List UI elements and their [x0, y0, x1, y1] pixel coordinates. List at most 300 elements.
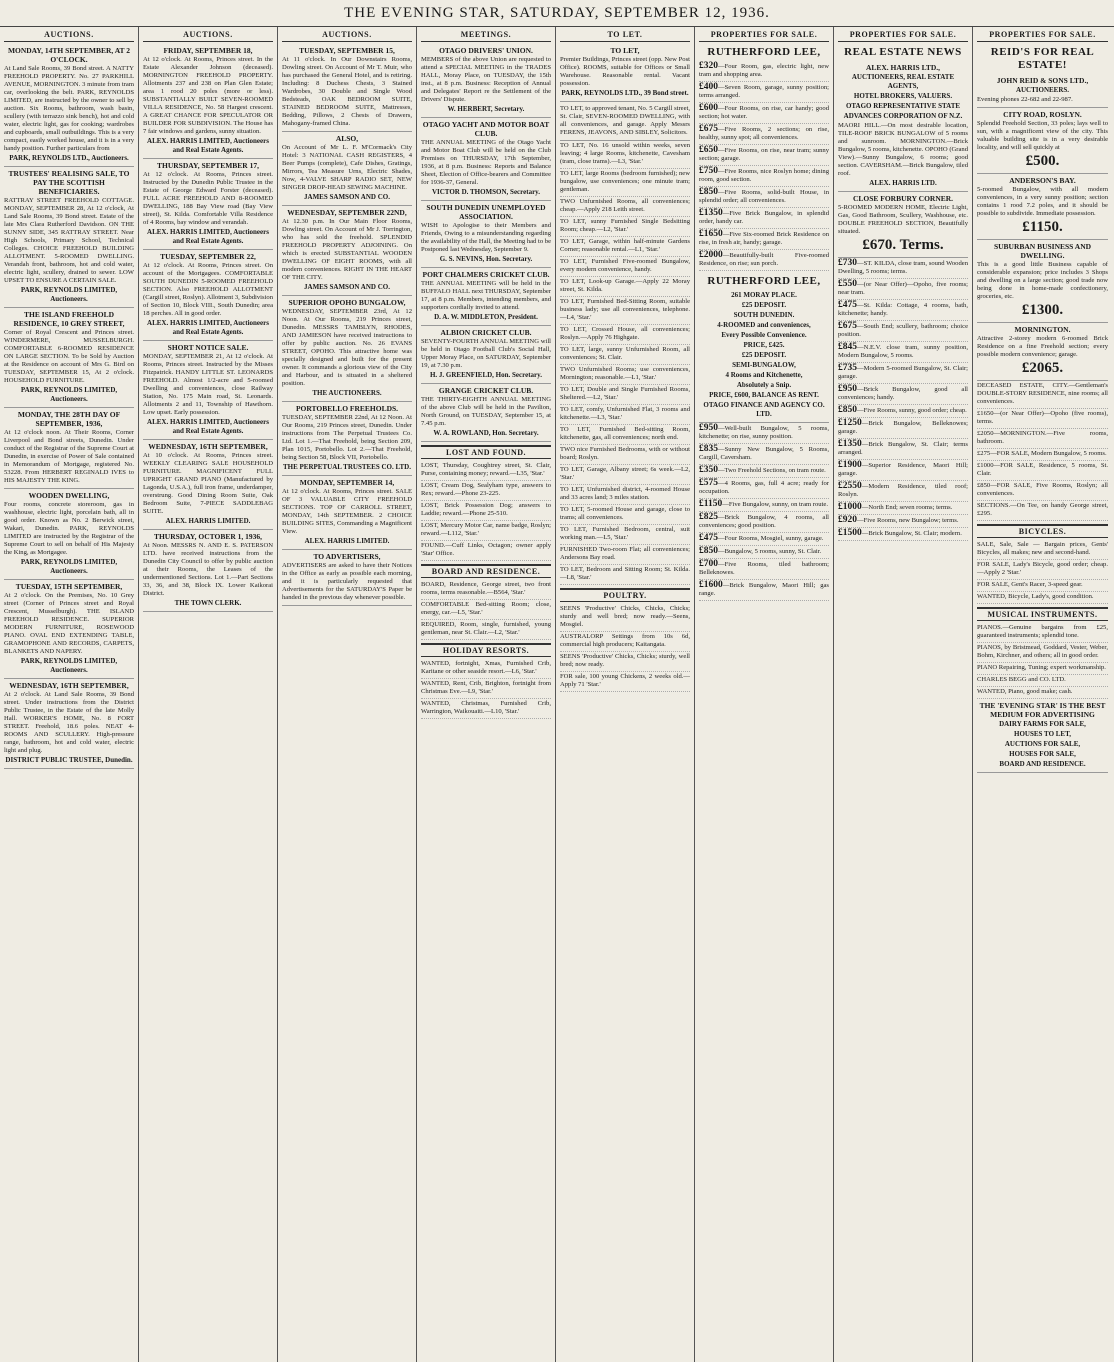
section-heading: BICYCLES.	[977, 524, 1108, 538]
ad-body: At 12 o'clock. At Rooms, Princes street. On account of the Mortgagees. COMFORTABLE SOUTH DUNEDIN 5-ROOMED FREEHOLD SECTION. Also FREEHOLD ALLOTMENT (Cargill street, Roslyn). Allotment 3, Subdivision of Section 10, Block VIII., South Dunedin; area 18 perches. All in good order.	[143, 262, 273, 317]
classified-section	[421, 643, 551, 719]
listing-price: £1150	[699, 499, 723, 509]
listing-text: —(or Near Offer)—Opoho, five rooms; near tram.	[838, 281, 968, 296]
advertisement	[4, 489, 134, 580]
ad-body: At 12.30 p.m. In Our Main Floor Rooms, Dowling street. On Account of Mr J. Torrington, who has sold the freehold. SPLENDID FREEHOLD PROPERTY ADJOINING. On which is erected SUBSTANTIAL WOODEN DWELLING OF EIGHT ROOMS, with all modern conveniences. RIGHT IN THE HEART OF THE CITY.	[282, 218, 412, 281]
listing-price: £730	[838, 258, 857, 268]
column-2	[139, 27, 278, 1362]
classified-item: TO LET, Furnished Bed-Sitting Room, suitable business lady; use all conveniences, telephone.—L4, 'Star.'	[560, 297, 690, 325]
classified-section	[560, 588, 690, 692]
classified-item: SEENS 'Productive' Chicks, Chicks, Chicks; sturdy and well bred; now ready.—Seens, Mosgiel.	[560, 604, 690, 632]
section-heading: MUSICAL INSTRUMENTS.	[977, 607, 1108, 621]
listing-price: £475	[838, 300, 857, 310]
advertisement	[282, 44, 412, 132]
classified-item: TO LET, Furnished Bed-sitting Room, kitchenette, gas, all conveniences; north end.	[560, 425, 690, 445]
property-listing	[699, 546, 829, 559]
ad-footer: PARK, REYNOLDS LIMITED, Auctioneers.	[20, 657, 118, 674]
agent-line: HOTEL BROKERS, VALUERS.	[853, 92, 953, 100]
listing-price: £1250	[838, 418, 862, 428]
classified-item: TO LET, large Rooms (bedroom furnished); new bungalow, use conveniences; one minute tram; gentleman.	[560, 169, 690, 197]
classified-item: TO LET, Bedroom and Sitting Room; St. Kilda.—L8, 'Star.'	[560, 565, 690, 585]
listing-text: —Superior Residence, Maori Hill; garage.	[838, 462, 968, 477]
ad-title: THE ISLAND FREEHOLD RESIDENCE, 10 GREY STREET,	[13, 310, 125, 328]
classified-item: SEENS 'Productive' Chicks, Chicks; sturdy, well bred; now ready.	[560, 652, 690, 672]
ad-footer: VICTOR D. THOMSON, Secretary.	[431, 188, 541, 196]
listing-price: £1650	[699, 229, 723, 239]
notice-title: THE 'EVENING STAR' IS THE BEST MEDIUM FOR ADVERTISING	[979, 701, 1106, 719]
ad-body: MEMBERS of the above Union are requested to attend a SPECIAL MEETING in the TRADES HALL, Moray Place, on TUESDAY, the 15th inst., at 8 p.m. Business: Reception of Annual and Delegates' Report re the Settlement of the Drivers' Dispute.	[421, 56, 551, 103]
ad-title: WEDNESDAY, 16TH SEPTEMBER,	[9, 681, 129, 690]
listing-text: —Four Rooms, Mosgiel, sunny, garage.	[718, 535, 824, 542]
notice-line: AUCTIONS FOR SALE,	[1004, 740, 1081, 748]
classified-item: FOR sale, 100 young Chickens, 2 weeks old.—Apply 71 'Star.'	[560, 672, 690, 692]
listing-price: £320	[699, 61, 718, 71]
classified-item: REQUIRED, Room, single, furnished, young gentleman, near St. Clair.—L2, 'Star.'	[421, 620, 551, 640]
listing-text: —Four Room, gas, electric light, new tram and shopping area.	[699, 63, 829, 78]
classified-item: PIANO Repairing, Tuning; expert workmanship.	[977, 663, 1108, 675]
advertisement	[143, 440, 273, 530]
classified-item: TO LET, large, sunny Unfurnished Room, all conveniences; St. Clair.	[560, 345, 690, 365]
classified-item: COMFORTABLE Bed-sitting Room; close, energy, car.—L5, 'Star.'	[421, 600, 551, 620]
ad-body: At Land Sale Rooms, 39 Bond street. A NATTY FREEHOLD PROPERTY. No. 27 PARKHILL AVENUE, MORNINGTON. 3 minute from tram car, overlooking the belt. PARK, REYNOLDS LIMITED, are instructed by the owner to sell by auction. Six Rooms, bathroom, wash basin, scullery (with terrazzo sink bench), hot and cold water, electric light, gas for cooking; wardrobes and cupboards, small outbuildings. This is a very compact, easily worked house, and it is in a very handy position. Further particulars from	[4, 65, 134, 152]
advertisement	[282, 132, 412, 206]
classified-item: FOUND.—Cuff Links, Octagon; owner apply 'Star' Office.	[421, 541, 551, 561]
ad-footer: H. J. GREENFIELD, Hon. Secretary.	[429, 371, 543, 379]
ad-footer: PARK, REYNOLDS LTD., 39 Bond street.	[561, 89, 689, 97]
classified-section	[977, 524, 1108, 604]
column-5	[556, 27, 695, 1362]
property-listing	[838, 439, 968, 460]
ad-footer: THE PERPETUAL TRUSTEES CO. LTD.	[283, 463, 411, 471]
ad-body: On Account of Mr L. F. M'Cormack's City Hotel: 3 NATIONAL CASH REGISTERS, 4 Beer Pumps (complete), Cafe Dishes, Gratings, Mirrors, Tea Measure Urns, Electric Shades, Now, 4-VALVE SHARP RADIO SET, NEW SINGER DROP-HEAD SEWING MACHINE.	[282, 144, 412, 191]
offer-line: 4-ROOMED and conveniences,	[717, 321, 811, 329]
classified-item: WANTED, Bicycle, Lady's, good condition.	[977, 592, 1108, 604]
agent-phones: Evening phones 22-682 and 22-987.	[977, 96, 1073, 103]
agent-banner: REAL ESTATE NEWS	[844, 46, 962, 58]
ad-title: CLOSE FORBURY CORNER.	[852, 194, 954, 203]
advertisement	[4, 580, 134, 679]
column-8	[973, 27, 1112, 1362]
classified-item: LOST, Mercury Motor Car, name badge, Roslyn; reward.—L112, 'Star.'	[421, 521, 551, 541]
ad-footer: ALEX. HARRIS LIMITED.	[165, 517, 251, 525]
property-listing	[838, 384, 968, 405]
ad-footer: DISTRICT PUBLIC TRUSTEE, Dunedin.	[5, 756, 133, 764]
listing-price: £750	[699, 166, 718, 176]
ad-title: MORNINGTON.	[1014, 325, 1071, 334]
classified-item: £275—FOR SALE, Modern Bungalow, 5 rooms.	[977, 449, 1108, 461]
classified-section	[977, 607, 1108, 699]
ad-title: SOUTH DUNEDIN UNEMPLOYED ASSOCIATION.	[426, 203, 546, 221]
property-listing	[699, 499, 829, 512]
listing-text: —Bungalow, 5 rooms, sunny, St. Clair.	[718, 548, 822, 555]
ad-footer: JAMES SAMSON AND CO.	[304, 283, 390, 291]
advertisement	[143, 250, 273, 341]
classified-item: TO LET, No. 16 unsold within weeks, seven leaving; 4 large Rooms, kitchenette, Cavesham (tram, close trams).—L3, 'Star.'	[560, 141, 690, 169]
classified-item: TO LET, Crossed House, all conveniences; Roslyn.—Apply 76 Highgate.	[560, 325, 690, 345]
ad-title: TUESDAY, 15TH SEPTEMBER,	[15, 582, 123, 591]
ad-title: THURSDAY, OCTOBER 1, 1936,	[153, 532, 263, 541]
ad-price: £670. Terms.	[862, 237, 944, 253]
listing-text: —Modern Residence, tiled roof; Roslyn.	[838, 483, 968, 498]
column-6	[695, 27, 834, 1362]
classified-item: BOARD, Residence, George street, two front rooms, terms reasonable.—B564, 'Star.'	[421, 580, 551, 600]
ad-footer: W. HERBERT, Secretary.	[447, 105, 525, 113]
offer-line: PRICE, £425.	[743, 341, 785, 349]
offer-line: £25 DEPOSIT.	[741, 351, 787, 359]
listing-price: £475	[699, 533, 718, 543]
advertisement	[4, 167, 134, 308]
ad-footer: PARK, REYNOLDS LTD., Auctioneers.	[9, 154, 129, 162]
ad-footer: THE AUCTIONEERS.	[312, 389, 382, 397]
ad-body: SEVENTY-FOURTH ANNUAL MEETING will be held in Otago Football Club's Social Hall, Upper Moray Place, on SATURDAY, September 19, at 7.30 p.m.	[421, 338, 551, 369]
listing-price: £575	[699, 478, 718, 488]
ad-body: Four rooms, concrete storeroom, gas in washhouse, electric light, porcelain bath, all in good order. Known as No. 2 Berwick street, Wakari, Dunedin. PARK, REYNOLDS LIMITED are instructed by the Registrar of the Supreme Court to sell on behalf of His Majesty the King, as Mortgagee.	[4, 501, 134, 556]
ad-body: At Noon. MESSRS N. AND E. S. PATERSON LTD. have received instructions from the Dunedin City Council to offer by public auction at their Rooms, the Leases of the undermentioned Sections. Lot 1.—Part Sections 33, 36, and 38, Block IX. Lower Kaikorai District.	[143, 542, 273, 597]
listing-price: £1500	[838, 528, 862, 538]
offer-line: SOUTH DUNEDIN.	[733, 311, 795, 319]
listing-text: —4 Rooms, gas, full 4 acre; ready for occupation.	[699, 480, 829, 495]
agent-line: OTAGO REPRESENTATIVE STATE	[845, 102, 961, 110]
property-listing	[838, 321, 968, 342]
listing-price: £650	[699, 145, 718, 155]
classified-item: DECEASED ESTATE, CITY.—Gentleman's DOUBLE-STORY RESIDENCE, nine rooms; all conveniences.	[977, 381, 1108, 409]
advertisement	[560, 102, 690, 141]
ad-title: ALSO,	[335, 134, 359, 143]
ad-title: CITY ROAD, ROSLYN.	[1003, 110, 1082, 119]
classified-item: CHARLES BEGG and CO. LTD.	[977, 675, 1108, 687]
listing-text: —N.E.V. close tram, sunny position, Modern Bungalow, 5 rooms.	[838, 344, 968, 359]
ad-footer: PARK, REYNOLDS LIMITED, Auctioneers.	[20, 386, 118, 403]
classified-item: WANTED, Rent, Crib, Brighton, fortnight from Christmas Eve.—L9, 'Star.'	[421, 679, 551, 699]
ad-body: WEDNESDAY, SEPTEMBER 23rd, At 12 Noon. At Our Rooms, 219 Princes street, Dunedin. MESSRS TAMBLYN, RHODES, AND JAMIESON have received instructions to offer by public auction. No. 26 EVANS STREET, OPOHO. This attractive home was specially designed and built for the present owner. It commands a glorious view of the City and Harbour, and is situated in a sheltered position.	[282, 308, 412, 387]
listing-text: —Brick Bungalow, good all conveniences; handy.	[838, 386, 968, 401]
property-listing	[699, 103, 829, 124]
listing-price: £1000	[838, 502, 862, 512]
classified-item: £2050—MORNINGTON.—Five rooms, bathroom.	[977, 429, 1108, 449]
agent-block	[838, 61, 968, 192]
agent-line: ADVANCES CORPORATION OF N.Z.	[843, 112, 963, 120]
listing-text: —Brick Bungalow, 4 rooms, all conveniences; good position.	[699, 514, 829, 529]
advertisement	[560, 44, 690, 102]
section-heading: POULTRY.	[560, 588, 690, 602]
ad-footer: JAMES SAMSON AND CO.	[304, 193, 390, 201]
ad-body: TO LET, to approved tenant, No. 5 Cargill street, St. Clair, SEVEN-ROOMED DWELLING, with all conveniences, and garage. Apply Messrs FERENS, JEAVONS, AND SIBLEY, Solicitors.	[560, 105, 690, 136]
column-heading: PROPERTIES FOR SALE.	[838, 29, 968, 42]
advertisement	[143, 341, 273, 440]
advertisement	[282, 550, 412, 606]
agent-banner: RUTHERFORD LEE,	[707, 46, 821, 58]
listing-text: —Five Rooms, on rise, near tram; sunny section; garage.	[699, 147, 829, 162]
listing-price: £850	[699, 187, 718, 197]
column-heading: AUCTIONS.	[282, 29, 412, 42]
ad-footer: ALEX. HARRIS LIMITED.	[304, 537, 390, 545]
ad-body: THE ANNUAL MEETING will be held in the BUFFALO HALL next THURSDAY, September 17, at 8 p.m. Members, intending members, and supporters cordially invited to attend.	[421, 280, 551, 311]
property-listing	[699, 145, 829, 166]
ad-title: WOODEN DWELLING,	[28, 491, 110, 500]
listing-text: —Five Rooms, 2 sections; on rise, healthy, sunny spot; all conveniences.	[699, 126, 829, 141]
classified-item: LOST, Cream Dog, Sealyham type, answers to Rex; reward.—Phone 23-225.	[421, 481, 551, 501]
ad-footer: PARK, REYNOLDS LIMITED, Auctioneers.	[20, 558, 118, 575]
ad-title: SHORT NOTICE SALE.	[167, 343, 249, 352]
classified-item: TO LET, 5-roomed House and garage, close to trams; all conveniences.	[560, 505, 690, 525]
property-listing	[699, 478, 829, 499]
ad-title: WEDNESDAY, 16TH SEPTEMBER,	[148, 442, 268, 451]
classified-item: TWO Unfurnished Rooms; use conveniences, Mornington; reasonable.—L1, 'Star.'	[560, 365, 690, 385]
listing-text: —Brick Bungalow, St. Clair; modern.	[861, 530, 962, 537]
listing-text: —Five Bungalow, sunny, on tram route.	[722, 501, 828, 508]
agent-footer: ALEX. HARRIS LTD.	[869, 179, 937, 187]
classified-section	[421, 564, 551, 640]
advertisement	[282, 296, 412, 402]
ad-title: PORTOBELLO FREEHOLDS.	[295, 404, 399, 413]
advertisement	[143, 44, 273, 159]
property-listing	[699, 533, 829, 546]
column-heading: PROPERTIES FOR SALE.	[977, 29, 1108, 42]
advertisement	[282, 402, 412, 476]
ad-body: At 10 o'clock. At Rooms, Princes street. WEEKLY CLEARING SALE HOUSEHOLD FURNITURE. MAGNIFICENT FULL UPRIGHT GRAND PIANO (Manufactured by Lagonda, U.S.A.), full iron frame, underdamper, overstrung. Good Dining Room Suite, Oak Bedroom Suite, 7-PIECE SADDLEBAG SUITE.	[143, 452, 273, 515]
ad-title: MONDAY, SEPTEMBER 14,	[299, 478, 395, 487]
ad-body: Premier Buildings, Princes street (opp. New Post Office). ROOMS, suitable for Offices or Small Warehouse. Reasonable rental. Vacant possession.	[560, 56, 690, 87]
advertisement	[977, 323, 1108, 381]
classified-item: TWO Unfurnished Rooms, all conveniences; cheap.—Apply 218 Leith street.	[560, 197, 690, 217]
listing-price: £550	[838, 279, 857, 289]
column-heading: PROPERTIES FOR SALE.	[699, 29, 829, 42]
offer-line: 4 Rooms and Kitchenette,	[725, 371, 803, 379]
ad-body: At 11 o'clock. In Our Downstairs Rooms, Dowling street. On Account of Mr T. Muir, who has purchased the General Hotel, and is retiring. Including: 8 Duchess Chests, 3 Stained Wardrobes, 30 Double and Single Wood Bedsteads, OAK BEDROOM SUITE, STAINED BEDROOM SUITE, Mattresses, Bedding, Pillows, 2 Chests of Drawers, Mahogany-framed China.	[282, 56, 412, 127]
property-listing	[838, 258, 968, 279]
classified-item: FOR SALE, Gent's Racer, 3-speed gear.	[977, 580, 1108, 592]
listing-price: £675	[699, 124, 718, 134]
offer-line: Absolutely a Snip.	[736, 381, 792, 389]
classified-item: WANTED, Piano, good make; cash.	[977, 687, 1108, 699]
classified-item: £850—FOR SALE, Five Rooms, Roslyn; all conveniences.	[977, 481, 1108, 501]
column-3	[278, 27, 417, 1362]
notice-line: HOUSES FOR SALE,	[1009, 750, 1076, 758]
listing-price: £950	[838, 384, 857, 394]
listing-text: —Four Rooms, on rise, car handy; good section; hot water.	[699, 105, 829, 120]
property-listing	[699, 124, 829, 145]
agent-offer-block	[699, 271, 829, 423]
column-heading: MEETINGS.	[421, 29, 551, 42]
ad-body: At 2 o'clock. On the Premises, No. 10 Grey street (Corner of Princes street and Royal Crescent, Musselburgh). THE ISLAND FREEHOLD RESIDENCE. SUPERIOR MODERN FURNITURE, ROSEWOOD PIANO. OVAL END EXTENDING TABLE, GRAMOPHONE AND RECORDS, CARPETS, BLANKETS AND NAPERY.	[4, 592, 134, 655]
classified-item: TO LET, Look-up Garage.—Apply 22 Moray street, St. Kilda.	[560, 277, 690, 297]
ad-body: At 12 o'clock noon. At Their Rooms, Corner Liverpool and Bond streets, Dunedin. Under conduct of the Registrar of the Supreme Court at Dunedin, in exercise of Power of Sale contained in Memorandum of Mortgage, registered No. 53228. From HERBERT REGINALD IVES to HIS MAJESTY THE KING.	[4, 429, 134, 484]
advertisement	[977, 108, 1108, 174]
column-1	[0, 27, 139, 1362]
property-listing	[699, 444, 829, 465]
property-listing	[699, 166, 829, 187]
top-banner: REID'S FOR REAL ESTATE!	[990, 46, 1095, 71]
ad-title: PORT CHALMERS CRICKET CLUB.	[422, 270, 550, 279]
notice-line: BOARD AND RESIDENCE.	[999, 760, 1086, 768]
property-listing	[699, 187, 829, 208]
agent-line: AUCTIONEERS, REAL ESTATE AGENTS,	[851, 73, 955, 90]
ad-body: 5-roomed Bungalow, with all modern conveniences, in a very sunny position; section contains 1 rood 7.2 poles, and it should be possible to subdivide. Immediate possession.	[977, 186, 1108, 217]
listing-price: £1600	[699, 580, 723, 590]
classified-item: TO LET, sunny Furnished Single Bedsitting Room; cheap.—L2, 'Star.'	[560, 217, 690, 237]
ad-title: ALBION CRICKET CLUB.	[440, 328, 532, 337]
property-listing	[699, 423, 829, 444]
agent-footer: OTAGO FINANCE AND AGENCY CO. LTD.	[703, 401, 825, 418]
property-listing	[838, 418, 968, 439]
ad-title: MONDAY, 14TH SEPTEMBER, AT 2 O'CLOCK.	[7, 46, 131, 64]
ad-footer: ALEX. HARRIS LIMITED, Auctioneers and Real Estate Agents.	[147, 319, 269, 336]
agent-name: JOHN REID & SONS LTD.,	[996, 76, 1089, 85]
classified-item: TO LET, Unfurnished district, 4-roomed House and 33 acres land; 3 miles station.	[560, 485, 690, 505]
ad-title: SUPERIOR OPOHO BUNGALOW,	[288, 298, 406, 307]
listing-text: —North End; seven rooms; terms.	[861, 504, 953, 511]
advertisement	[4, 408, 134, 489]
listing-text: —Beautifully-built Five-roomed Residence, on rise; sun porch.	[699, 252, 829, 267]
section-heading: HOLIDAY RESORTS.	[421, 643, 551, 657]
ad-footer: PARK, REYNOLDS LIMITED, Auctioneers.	[20, 286, 118, 303]
ad-body: THE THIRTY-EIGHTH ANNUAL MEETING of the above Club will be held in the Pavilion, North Ground, on TUESDAY, September 15, at 7.45 p.m.	[421, 396, 551, 427]
ad-price: £500.	[1025, 153, 1060, 169]
ad-title: FRIDAY, SEPTEMBER 18,	[163, 46, 253, 55]
listing-text: —South End; scullery, bathroom; choice position.	[838, 323, 968, 338]
advertisement	[4, 44, 134, 167]
ad-body: THE ANNUAL MEETING of the Otago Yacht and Motor Boat Club will be held on the Club Premises on THURSDAY, 17th September, 1936, at 8 p.m. Business: Reports and Balance Sheet, Election of Office-bearers and Committee for 1936-37, General.	[421, 139, 551, 186]
advertisement	[421, 384, 551, 442]
ad-footer: ALEX. HARRIS LIMITED, Auctioneers and Real Estate Agents.	[147, 228, 269, 245]
ad-body: At 12 o'clock. At Rooms, Princes street. In the Estate Alexander Johnson (deceased). MORNINGTON FREEHOLD PROPERTY. Allotments 237 and 238 on Plan Glen Estate; area 1 rood 20 poles (more or less). SUBSTANTIALLY BUILT SEVEN-ROOMED VILLA RESIDENCE, No. 58 Hargest crescent. A GREAT CHANCE FOR SPECULATOR OR BUILDER FOR SUBDIVISION. The House has 7 fair windows and gardens, sunny situation.	[143, 56, 273, 135]
listing-price: £1350	[699, 208, 723, 218]
section-heading: BOARD AND RESIDENCE.	[421, 564, 551, 578]
advertisement	[282, 206, 412, 296]
property-listing	[838, 502, 968, 515]
ad-body: Attractive 2-storey modern 6-roomed Brick Residence on a fine Freehold section; every possible modern convenience; garage.	[977, 335, 1108, 358]
property-listing	[699, 465, 829, 478]
classified-item: FOR SALE, Lady's Bicycle, good order; cheap.—Apply 2 'Star.'	[977, 560, 1108, 580]
classified-item: LOST, Brick Possession Dog; answers to Laddie; reward.—Phone 25-510.	[421, 501, 551, 521]
property-listing	[699, 82, 829, 103]
ad-price: £1150.	[1022, 219, 1063, 235]
listing-text: —Sunny New Bungalow, 5 Rooms, Cargill, Caversham.	[699, 446, 829, 461]
classified-item: AUSTRALORP Settings from 10s 6d, commercial high producers; Kaitangata.	[560, 632, 690, 652]
ad-body: Splendid Freehold Section, 33 poles; lays well to sun, with a magnificent view of the city. This valuable building site is in a very desirable locality, and will sell quickly at	[977, 120, 1108, 151]
column-heading: TO LET.	[560, 29, 690, 42]
advertisement	[421, 268, 551, 326]
ad-body: 5-ROOMED MODERN HOME, Electric Light, Gas, Good Bathroom, Scullery, Washhouse, etc. DOUBLE FREEHOLD SECTION, Beautifully situated.	[838, 204, 968, 235]
ad-footer: D. A. W. MIDDLETON, President.	[434, 313, 538, 321]
ad-footer: ALEX. HARRIS LIMITED, Auctioneers and Real Estate Agents.	[147, 418, 269, 435]
listing-price: £2000	[699, 250, 723, 260]
property-listing	[699, 580, 829, 601]
advertisement	[143, 530, 273, 612]
ad-title: TO LET,	[610, 46, 640, 55]
listing-price: £2550	[838, 481, 862, 491]
property-listing	[838, 279, 968, 300]
classified-item: PIANOS, by Bristmead, Goddard, Vester, Weber, Bohm, Kirchner, and others; all in good order.	[977, 643, 1108, 663]
classified-item: TO LET, Furnished Bedroom, central, suit working man.—L5, 'Star.'	[560, 525, 690, 545]
property-listing	[838, 342, 968, 363]
classified-item: TWO nice Furnished Bedrooms, with or without board; Roslyn.	[560, 445, 690, 465]
listing-text: —Brick Bungalow, St. Clair; terms arranged.	[838, 441, 968, 456]
classified-item: £1000—FOR SALE, Residence, 5 rooms, St. Clair.	[977, 461, 1108, 481]
property-listing	[699, 229, 829, 250]
masthead: THE EVENING STAR, SATURDAY, SEPTEMBER 12, 1936.	[0, 0, 1114, 27]
listing-text: —Brick Bungalow, Belleknowes; garage.	[838, 420, 968, 435]
ad-body: This is a good little Business capable of considerable expansion; price includes 3 Shops and dwelling on a large section; good trade now being done in home-made confectionery, groceries, etc.	[977, 261, 1108, 300]
ad-footer: W. A. ROWLAND, Hon. Secretary.	[433, 429, 539, 437]
ad-footer: G. S. NEVINS, Hon. Secretary.	[439, 255, 533, 263]
property-listing	[838, 460, 968, 481]
property-listing	[838, 300, 968, 321]
advertisement	[977, 174, 1108, 240]
ad-title: GRANGE CRICKET CLUB.	[438, 386, 534, 395]
ad-body: MONDAY, SEPTEMBER 21, At 12 o'clock. At Rooms, Princes street. Instructed by the Misses Fitzpatrick. HANDY LITTLE ST. LEONARDS FREEHOLD. Almost 1/2-acre and 5-roomed Dwelling and conveniences, close Railway Station, No. 175 Main road, St. Leonards. Allotments 2 and 11, Township of Hawthorn. Low upset. Early possession.	[143, 353, 273, 416]
agent-body: MAORI HILL.—On most desirable location, TILE-ROOF BRICK BUNGALOW of 5 rooms and sunroom. MORNINGTON.—Brick Bungalow, 5 rooms, kitchenette. OPOHO (Grand View).—Sunny Bungalow, 6 rooms; good section. CAVERSHAM.—Brick Bungalow, tiled roof.	[838, 122, 968, 177]
listing-price: £920	[838, 515, 857, 525]
property-listing	[838, 363, 968, 384]
ad-title: ANDERSON'S BAY.	[1009, 176, 1076, 185]
ad-body: At 2 o'clock. At Land Sale Rooms, 39 Bond street. Under instructions from the District Public Trustee, in the Estate of the late Molly Hall. WORKER'S HOME, No. 8 FORT STREET. Freehold, 18.6 poles. NEAT 4-ROOMS AND SCULLERY. High-pressure range, bathroom, hot and cold water, electric light and plug.	[4, 691, 134, 754]
listing-price: £950	[699, 423, 718, 433]
agent-address: 261 MORAY PLACE.	[731, 291, 797, 299]
advertisement	[282, 476, 412, 550]
ad-title: OTAGO DRIVERS' UNION.	[439, 46, 533, 55]
listing-price: £350	[699, 465, 718, 475]
classified-item: FURNISHED Two-room Flat; all conveniences; Andersons Bay road.	[560, 545, 690, 565]
property-listing	[699, 208, 829, 229]
offer-line: SEMI-BUNGALOW,	[732, 361, 796, 369]
ad-body: RATTRAY STREET FREEHOLD COTTAGE. MONDAY, SEPTEMBER 28, At 12 o'clock, At Land Sale Rooms, 39 Bond street. Estate of the late Mrs Clara Rutherford Davidson. ON THE SUNNY SIDE, 345 RATTRAY STREET. Near High Schools, Primary School, Technical Colleges. CHOICE FREEHOLD BUILDING ALLOTMENT. 5-ROOMED DWELLING. Verandah front, bathroom, hot and cold water, electric light, scullery, drained to sewer. LOW UPSET TO ENSURE A CERTAIN SALE.	[4, 197, 134, 284]
offer-line: PRICE, £600, BALANCE AS RENT.	[709, 391, 819, 399]
ad-title: THURSDAY, SEPTEMBER 17,	[157, 161, 259, 170]
ad-title: TUESDAY, SEPTEMBER 22,	[160, 252, 256, 261]
advertisement	[421, 118, 551, 201]
listing-text: —Brick Bungalow, Maori Hill; gas range.	[699, 582, 829, 597]
listing-text: —Seven Room, garage, sunny position; terms arranged.	[699, 84, 829, 99]
listing-text: —St. Kilda: Cottage, 4 rooms, bath, kitchenette; handy.	[838, 302, 968, 317]
advertisement	[4, 308, 134, 408]
bottom-notice	[977, 699, 1108, 773]
column-heading: AUCTIONS.	[4, 29, 134, 42]
column-7	[834, 27, 973, 1362]
agent-block	[977, 74, 1108, 108]
property-listing	[699, 512, 829, 533]
listing-price: £845	[838, 342, 857, 352]
listing-text: —Five Rooms, solid-built House, in splendid order; all conveniences.	[699, 189, 829, 204]
advertisement	[421, 44, 551, 118]
listing-price: £1350	[838, 439, 862, 449]
property-listing	[838, 528, 968, 541]
ad-title: SUBURBAN BUSINESS AND DWELLING.	[993, 242, 1092, 260]
column-4	[417, 27, 556, 1362]
listing-price: £850	[838, 405, 857, 415]
columns-container	[0, 27, 1114, 1362]
advertisement	[4, 679, 134, 769]
classified-item: TO LET, Double and Single Furnished Rooms, Sheltered.—L2, 'Star.'	[560, 385, 690, 405]
ad-title: TO ADVERTISERS,	[313, 552, 381, 561]
ad-title: TUESDAY, SEPTEMBER 15,	[299, 46, 395, 55]
listing-text: —Five Rooms, tiled bathroom; Belleknowes.	[699, 561, 829, 576]
ad-body: WISH to Apologise to their Members and Friends, Owing to a misunderstanding regarding the availability of the Hall, the Meeting had to be Postponed last Wednesday, September 9.	[421, 222, 552, 253]
advertisement	[977, 240, 1108, 323]
ad-footer: ALEX. HARRIS LIMITED, Auctioneers and Real Estate Agents.	[147, 137, 269, 154]
listing-price: £735	[838, 363, 857, 373]
listing-text: —Five Six-roomed Brick Residence on rise, in fresh air, handy; garage.	[699, 231, 829, 246]
property-listing	[838, 515, 968, 528]
ad-title: OTAGO YACHT AND MOTOR BOAT CLUB.	[422, 120, 550, 138]
ad-body: At 12 o'clock. At Rooms, Princes street. Instructed by the Dunedin Public Trustee in the Estate of George Edward Forster (deceased). FULL ACRE FREEHOLD AND 8-ROOMED DWELLING, 188 Bay View road (Bay View street), St. Kilda. Comfortable Villa Residence of 4 Rooms, bay window and verandah.	[143, 171, 273, 226]
property-listing	[838, 405, 968, 418]
listing-price: £700	[699, 559, 718, 569]
listing-price: £675	[838, 321, 857, 331]
section-heading: LOST AND FOUND.	[421, 445, 551, 459]
offer-line: Every Possible Convenience.	[721, 331, 807, 339]
listing-text: —ST. KILDA, close tram, sound Wooden Dwelling, 5 rooms; terms.	[838, 260, 968, 275]
